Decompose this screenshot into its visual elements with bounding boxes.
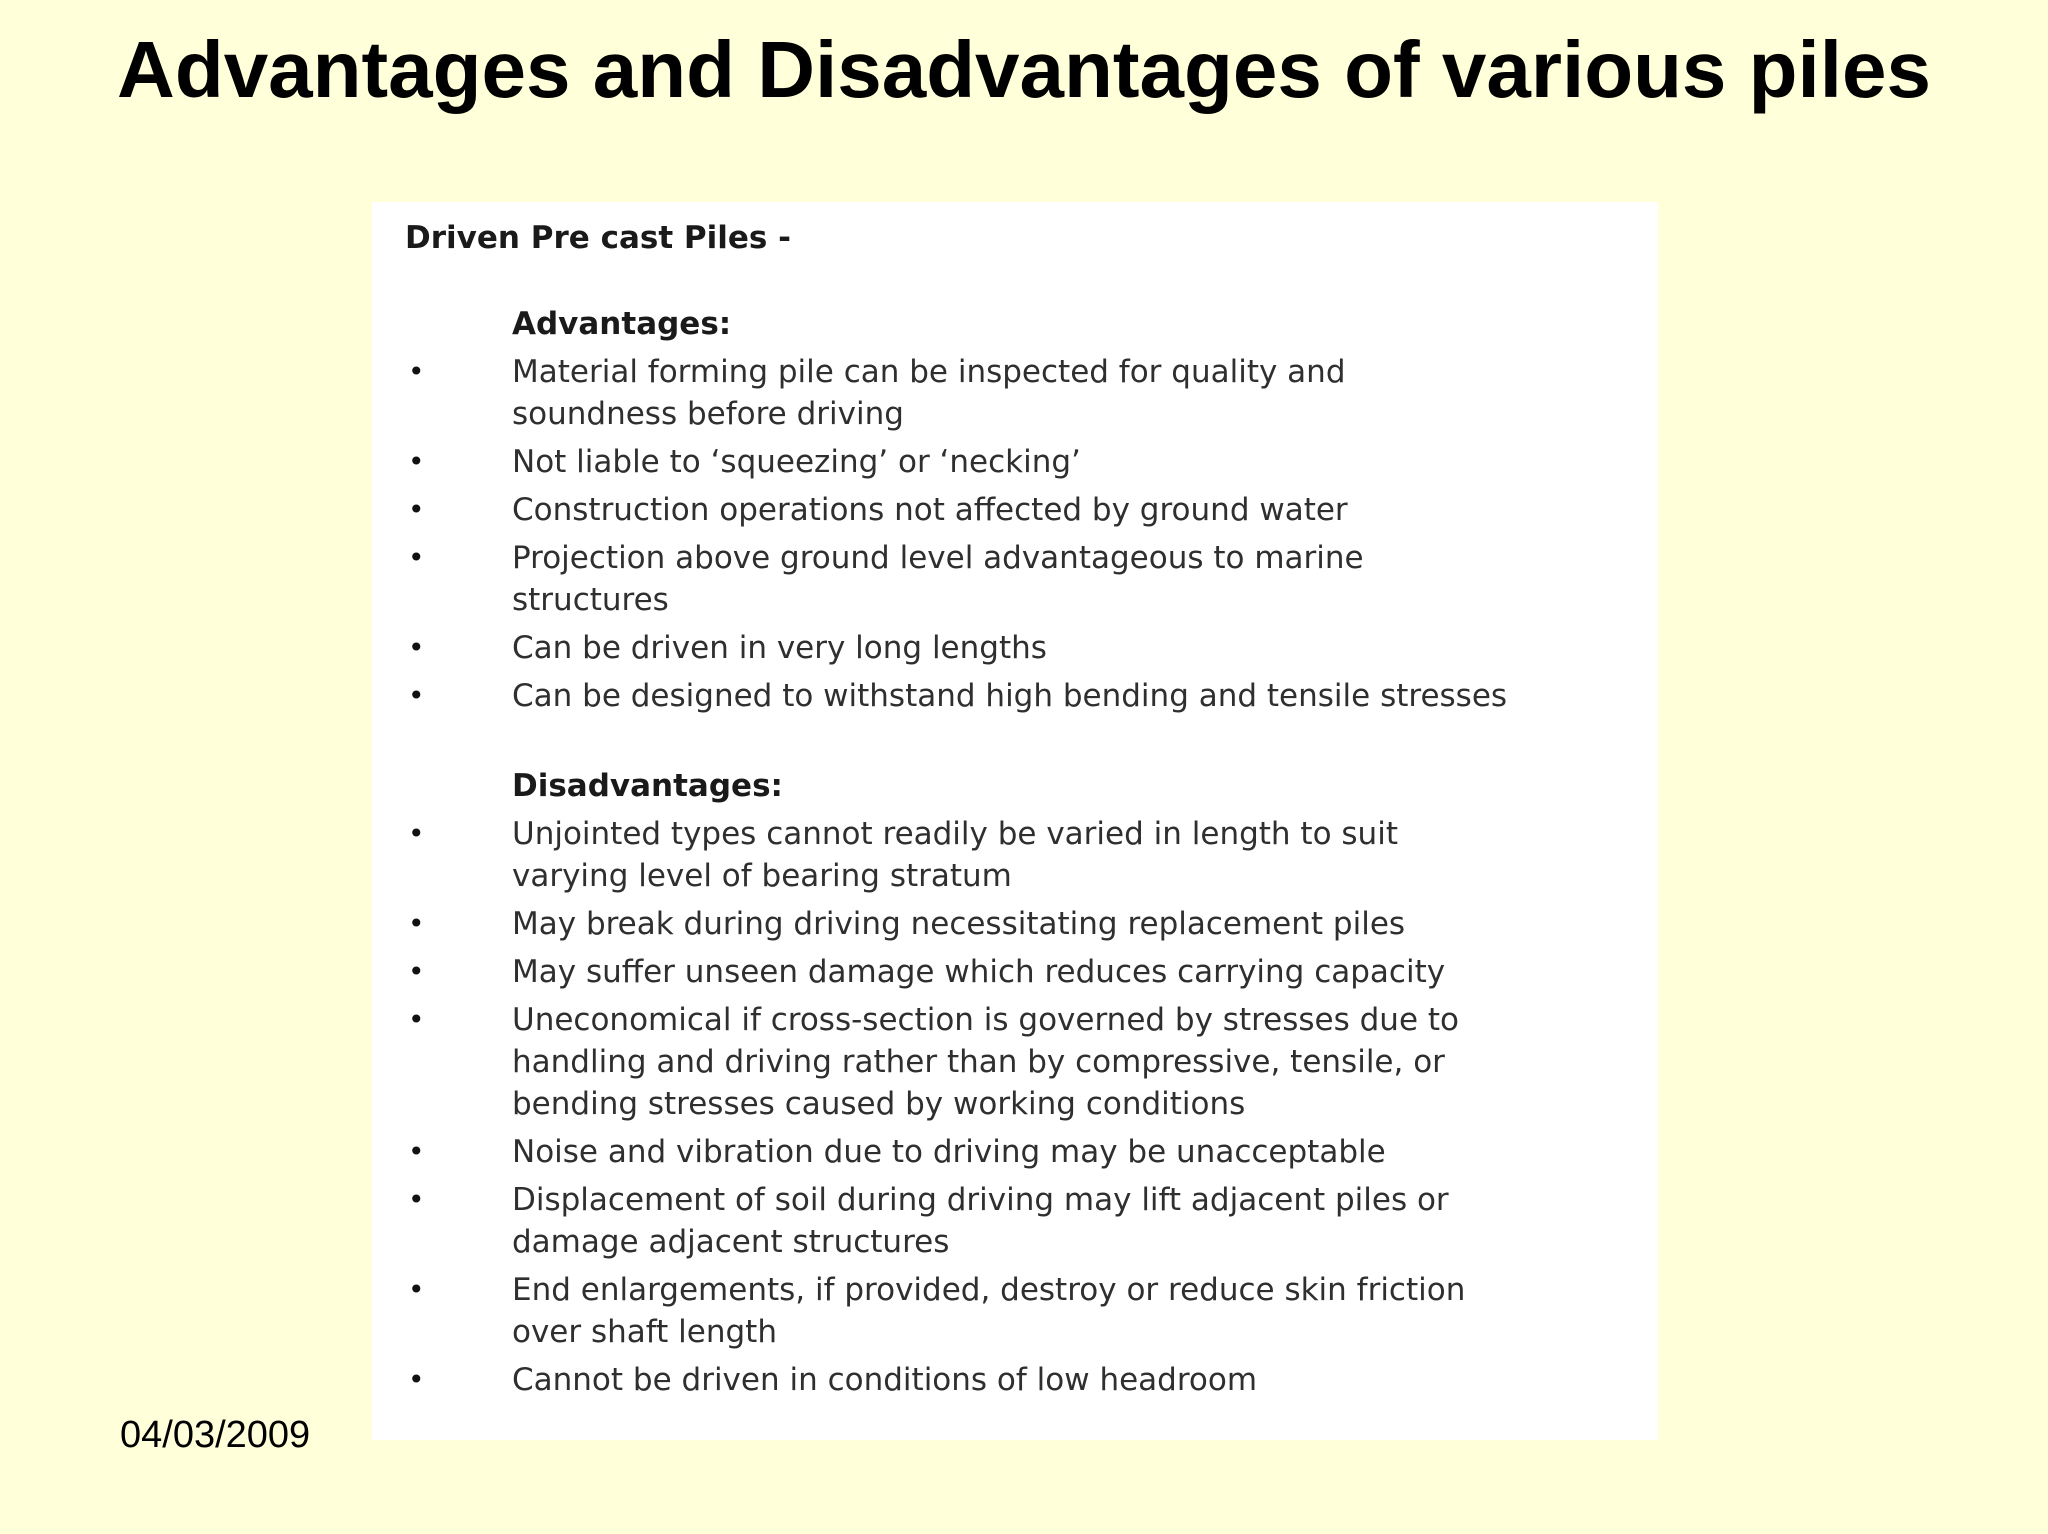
list-item-text: Can be driven in very long lengths xyxy=(512,630,1047,666)
advantages-heading: Advantages: xyxy=(512,306,732,342)
bullet-icon: • xyxy=(408,1183,425,1216)
disadvantages-list xyxy=(405,813,1658,1401)
list-item-text: End enlargements, if provided, destroy or reduce skin friction over shaft length xyxy=(512,1272,1466,1350)
list-item xyxy=(405,903,1515,945)
bullet-icon: • xyxy=(408,907,425,940)
bullet-icon: • xyxy=(408,679,425,712)
list-item xyxy=(405,675,1515,717)
list-item-text: Noise and vibration due to driving may be unacceptable xyxy=(512,1134,1386,1170)
bullet-icon: • xyxy=(408,817,425,850)
list-item xyxy=(405,813,1515,897)
list-item xyxy=(405,1131,1515,1173)
slide-date: 04/03/2009 xyxy=(120,1414,311,1456)
list-item-text: Can be designed to withstand high bending and tensile stresses xyxy=(512,678,1508,714)
bullet-icon: • xyxy=(408,355,425,388)
list-item-text: May suffer unseen damage which reduces carrying capacity xyxy=(512,954,1446,990)
list-item xyxy=(405,1269,1515,1353)
content-panel xyxy=(372,202,1658,1440)
bullet-icon: • xyxy=(408,1003,425,1036)
pile-type-heading: Driven Pre cast Piles - xyxy=(405,220,792,256)
list-item xyxy=(405,951,1515,993)
list-item xyxy=(405,441,1515,483)
list-item xyxy=(405,999,1515,1125)
bullet-icon: • xyxy=(408,1135,425,1168)
list-item-text: Material forming pile can be inspected for quality and soundness before driving xyxy=(512,354,1346,432)
list-item xyxy=(405,1359,1515,1401)
list-item-text: Projection above ground level advantageous to marine structures xyxy=(512,540,1364,618)
advantages-list xyxy=(405,351,1658,717)
list-item-text: May break during driving necessitating replacement piles xyxy=(512,906,1406,942)
list-item-text: Cannot be driven in conditions of low headroom xyxy=(512,1362,1258,1398)
bullet-icon: • xyxy=(408,1273,425,1306)
list-item xyxy=(405,1179,1515,1263)
bullet-icon: • xyxy=(408,445,425,478)
list-item-text: Unjointed types cannot readily be varied in length to suit varying level of bearing stratum xyxy=(512,816,1398,894)
bullet-icon: • xyxy=(408,493,425,526)
list-item xyxy=(405,537,1515,621)
slide-title: Advantages and Disadvantages of various piles xyxy=(117,25,1931,114)
bullet-icon: • xyxy=(408,955,425,988)
list-item-text: Displacement of soil during driving may lift adjacent piles or damage adjacent structures xyxy=(512,1182,1449,1260)
list-item xyxy=(405,489,1515,531)
list-item-text: Uneconomical if cross-section is governed by stresses due to handling and driving rather than by compressive, tensile, or bending stresses caused by working conditions xyxy=(512,1002,1459,1122)
list-item-text: Construction operations not affected by ground water xyxy=(512,492,1348,528)
disadvantages-heading: Disadvantages: xyxy=(512,768,783,804)
list-item xyxy=(405,627,1515,669)
list-item-text: Not liable to ‘squeezing’ or ‘necking’ xyxy=(512,444,1081,480)
bullet-icon: • xyxy=(408,631,425,664)
bullet-icon: • xyxy=(408,1363,425,1396)
list-item xyxy=(405,351,1515,435)
bullet-icon: • xyxy=(408,541,425,574)
